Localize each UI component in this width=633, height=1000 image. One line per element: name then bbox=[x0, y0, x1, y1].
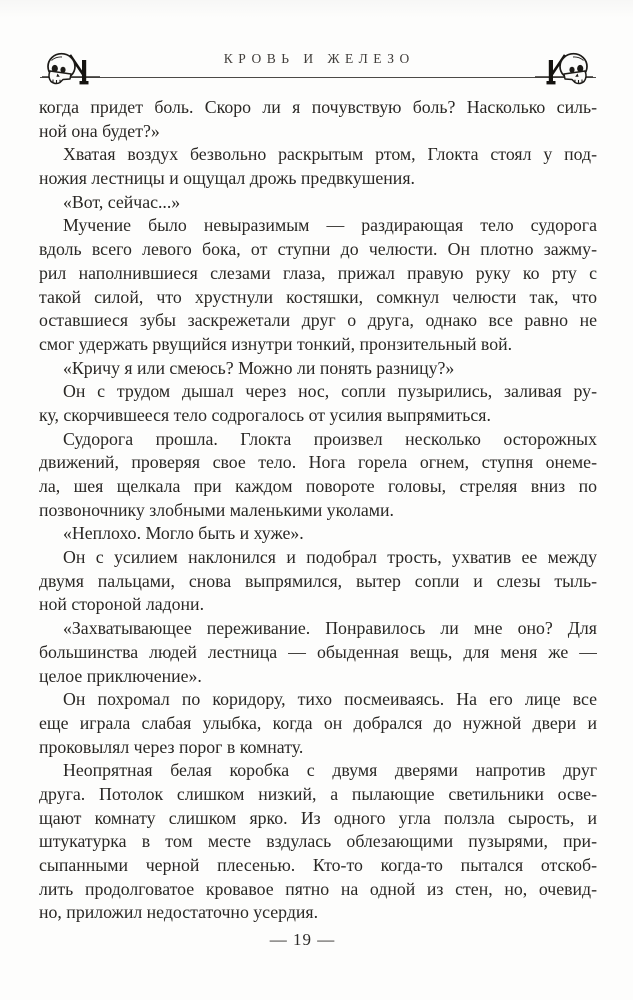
text-line: Мучение было невыразимым — раздирающая тело судорога bbox=[63, 215, 597, 236]
page-number: — 19 — bbox=[269, 930, 336, 949]
text-line: но, приложил недостаточно усердия. bbox=[39, 902, 319, 923]
text-line: щают комнату слишком ярко. Из одного угла ползла сырость, и bbox=[39, 807, 597, 828]
text-line: Хватая воздух безвольно раскрытым ртом, Глокта стоял у под- bbox=[63, 144, 597, 165]
text-line: Он похромал по коридору, тихо посмеиваясь. На его лице все bbox=[63, 689, 597, 710]
text-line: еще играла слабая улыбка, когда он добрался до нужной двери и bbox=[39, 712, 597, 733]
text-line: ной она будет?» bbox=[39, 120, 160, 141]
text-line: «Неплохо. Могло быть и хуже». bbox=[63, 523, 304, 544]
text-line: сыпанными черной плесенью. Кто-то когда-то пытался отскоб- bbox=[39, 855, 597, 875]
text-line: ла, шея щелкала при каждом повороте головы, стреляя вниз по bbox=[39, 476, 597, 496]
page-text bbox=[39, 96, 597, 925]
text-line: позвоночнику злобными маленькими уколами. bbox=[39, 499, 394, 520]
text-line: рил наполнившиеся слезами глаза, прижал правую руку ко рту с bbox=[39, 262, 597, 283]
text-line: «Кричу я или смеюсь? Можно ли понять разницу?» bbox=[63, 357, 455, 378]
skull-sword-ornament-right-icon bbox=[535, 51, 593, 92]
skull-sword-ornament-left-icon bbox=[42, 51, 100, 92]
text-line: лить продолговатое кровавое пятно на одной из стен, но, очевид- bbox=[39, 878, 597, 899]
text-line: проковылял через порог в комнату. bbox=[39, 736, 304, 757]
text-line: ножия лестницы и ощущал дрожь предвкушения. bbox=[39, 168, 415, 189]
text-line: «Захватывающее переживание. Понравилось ли мне оно? Для bbox=[63, 618, 597, 639]
text-line: ку, скорчившееся тело содрогалось от усилия выпрямиться. bbox=[39, 404, 491, 425]
text-line: Он с трудом дышал через нос, сопли пузырились, заливая ру- bbox=[63, 381, 597, 402]
text-line: двумя пальцами, снова выпрямился, вытер сопли и слезы тыль- bbox=[39, 570, 597, 591]
text-line: Неопрятная белая коробка с двумя дверями напротив друг bbox=[63, 760, 597, 781]
text-line: Судорога прошла. Глокта произвел несколько осторожных bbox=[63, 428, 597, 449]
running-head-title: КРОВЬ И ЖЕЛЕЗО bbox=[223, 51, 415, 66]
text-line: штукатурка в том месте вздулась облезающими пузырями, при- bbox=[39, 831, 597, 852]
header-rule bbox=[40, 77, 596, 78]
text-line: «Вот, сейчас...» bbox=[63, 191, 181, 212]
text-line: ной стороной ладони. bbox=[39, 594, 205, 615]
text-line: целое приключение». bbox=[39, 665, 202, 686]
text-line: смог удержать рвущийся изнутри тонкий, пронзительный вой. bbox=[39, 333, 513, 354]
text-line: когда придет боль. Скоро ли я почувствую боль? Насколько силь- bbox=[39, 97, 597, 117]
text-line: друга. Потолок слишком низкий, а пылающие светильники осве- bbox=[39, 783, 597, 804]
text-line: Он с усилием наклонился и подобрал трость, ухватив ее между bbox=[63, 547, 597, 568]
text-line: вдоль всего левого бока, от ступни до челюсти. Он плотно зажму- bbox=[39, 239, 597, 260]
text-line: движений, проверяя свое тело. Нога горела огнем, ступня онеме- bbox=[39, 452, 597, 473]
text-line: оставшиеся зубы заскрежетали друг о друга, однако все равно не bbox=[39, 310, 597, 331]
text-line: такой силой, что хрустнули костяшки, сомкнул челюсти так, что bbox=[39, 286, 597, 307]
text-line: большинства людей лестница — обыденная вещь, для меня же — bbox=[39, 641, 597, 662]
